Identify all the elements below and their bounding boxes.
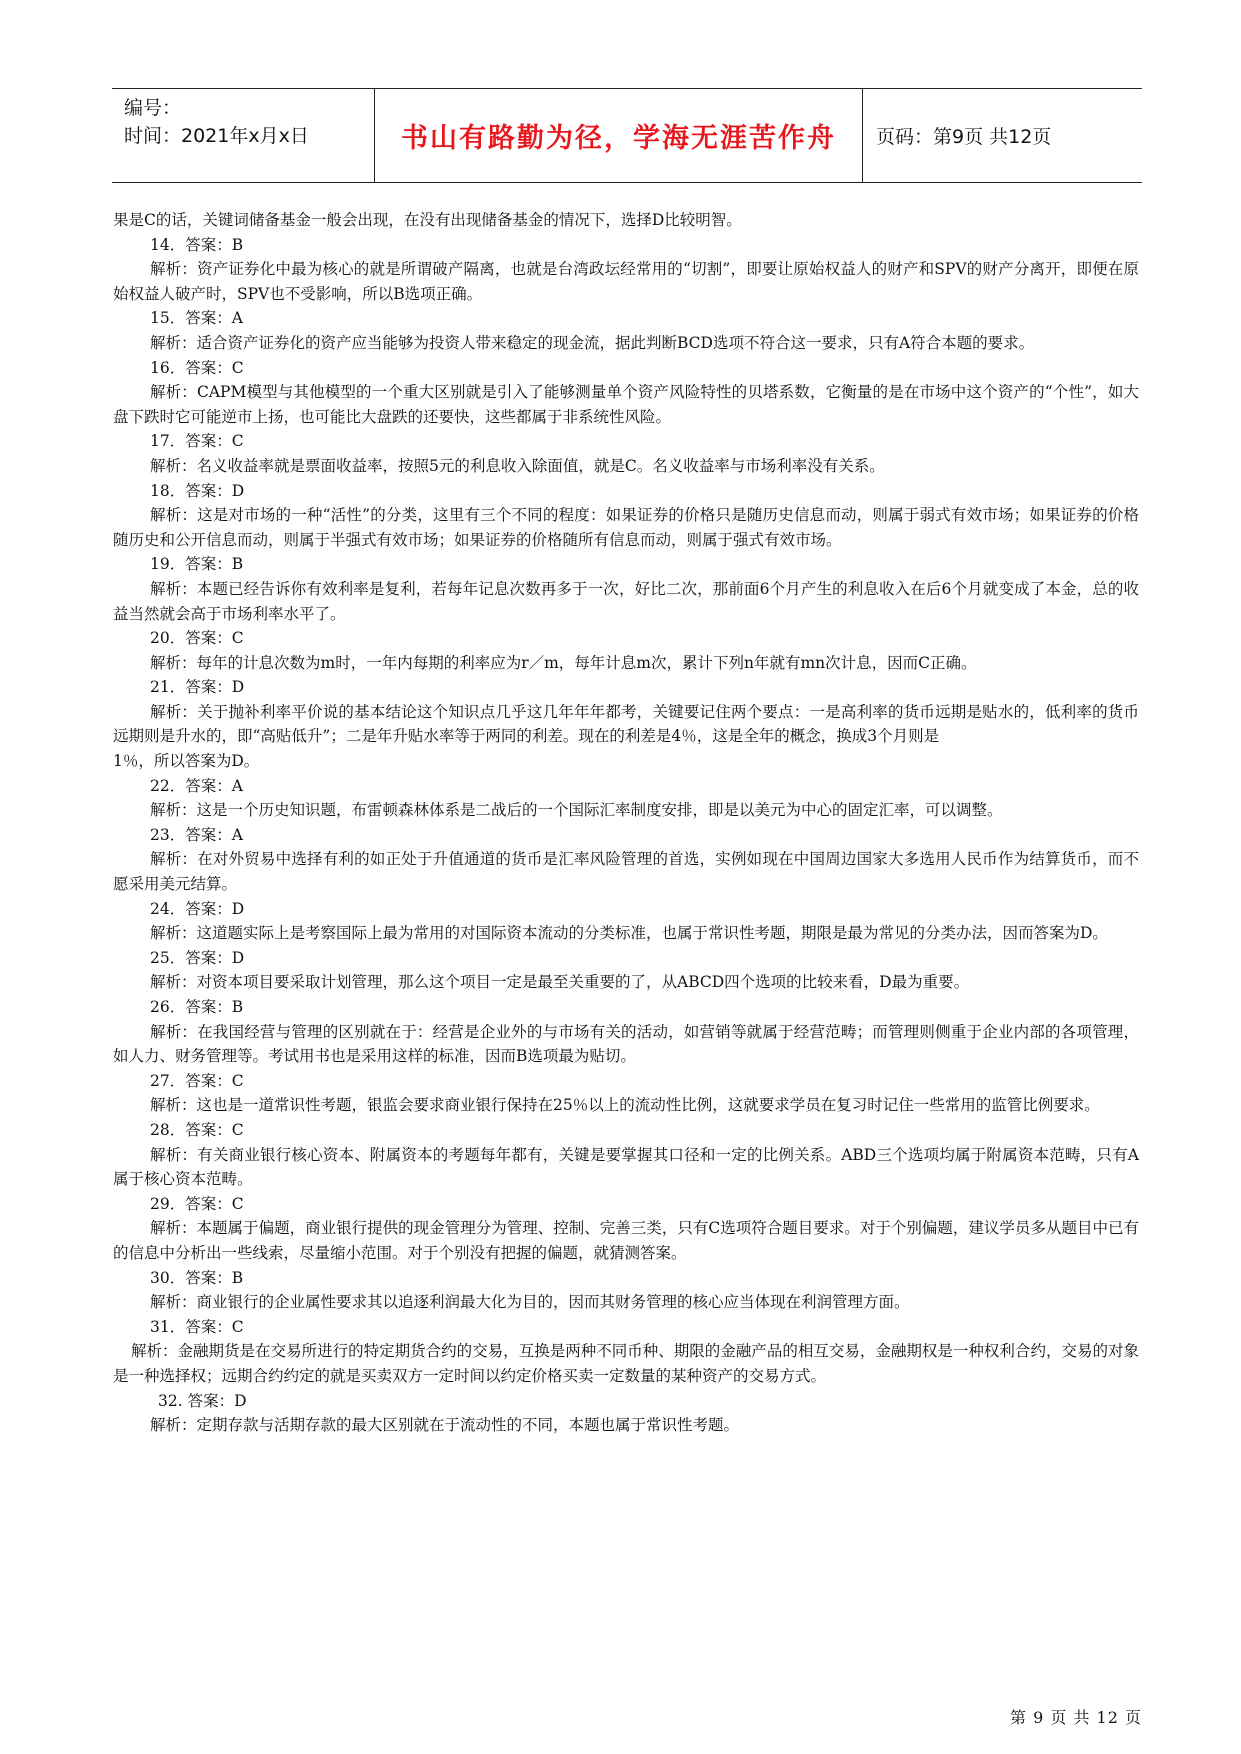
paragraph: 1％，所以答案为D。 [113,752,260,771]
answer-line: 23．答案：A [150,825,243,844]
header-meta [112,89,374,182]
motto: 书山有路勤为径，学海无涯苦作舟 [401,123,836,154]
answer-line: 24．答案：D [150,899,245,918]
number-label: 编号： [124,97,182,119]
explanation: 解析：在我国经营与管理的区别就在于：经营是企业外的与市场有关的活动，如营销等就属于经营范畴；而管理则侧重于企业内部的各项管理，如人力、财务管理等。考试用书也是采用这样的标准，因而B选项最为贴切。 [113,1022,1139,1066]
explanation: 解析：这是一个历史知识题，布雷顿森林体系是二战后的一个国际汇率制度安排，即是以美元为中心的固定汇率，可以调整。 [150,801,1003,820]
explanation: 解析：金融期货是在交易所进行的特定期货合约的交易，互换是两种不同币种、期限的金融产品的相互交易，金融期权是一种权利合约，交易的对象是一种选择权；远期合约约定的就是买卖双方一定时间以约定价格买卖一定数量的某种资产的交易方式。 [113,1342,1139,1385]
header-page-cell [864,89,1154,182]
answer-line: 18．答案：D [150,481,245,500]
answer-line: 19．答案：B [150,555,244,574]
page-footer: 第 9 页 共 12 页 [1010,1708,1142,1727]
answer-line: 30．答案：B [150,1268,244,1287]
explanation: 解析：适合资产证券化的资产应当能够为投资人带来稳定的现金流，据此判断BCD选项不符合这一要求，只有A符合本题的要求。 [150,333,1035,352]
explanation: 解析：有关商业银行核心资本、附属资本的考题每年都有，关键是要掌握其口径和一定的比例关系。ABD三个选项均属于附属资本范畴，只有A属于核心资本范畴。 [113,1145,1139,1189]
explanation: 解析：在对外贸易中选择有利的如正处于升值通道的货币是汇率风险管理的首选，实例如现在中国周边国家大多选用人民币作为结算货币，而不愿采用美元结算。 [113,850,1139,894]
explanation: 解析：资产证券化中最为核心的就是所谓破产隔离，也就是台湾政坛经常用的“切割”，即要让原始权益人的财产和SPV的财产分离开，即便在原始权益人破产时，SPV也不受影响，所以B选项正确。 [113,260,1139,303]
time-label: 时间：2021年x月x日 [124,125,309,147]
explanation: 解析：关于抛补利率平价说的基本结论这个知识点几乎这几年年年都考，关键要记住两个要点：一是高利率的货币远期是贴水的，低利率的货币远期则是升水的，即“高贴低升”；二是年升贴水率等于两同的利差。现在的利差是4％，这是全年的概念，换成3个月则是 [113,702,1139,746]
explanation: 解析：这是对市场的一种“活性”的分类，这里有三个不同的程度：如果证券的价格只是随历史信息而动，则属于弱式有效市场；如果证券的价格随历史和公开信息而动，则属于半强式有效市场；如果证券的价格随所有信息而动，则属于强式有效市场。 [113,506,1139,549]
answer-line: 22．答案：A [150,776,243,795]
paragraph: 果是C的话，关键词储备基金一般会出现，在没有出现储备基金的情况下，选择D比较明智。 [113,211,742,229]
answer-line: 14．答案：B [150,235,244,254]
explanation: 解析：定期存款与活期存款的最大区别就在于流动性的不同，本题也属于常识性考题。 [150,1416,740,1435]
explanation: 解析：本题已经告诉你有效利率是复利，若每年记息次数再多于一次，好比二次，那前面6个月产生的利息收入在后6个月就变成了本金，总的收益当然就会高于市场利率水平了。 [113,579,1139,623]
page-header [112,88,1142,183]
explanation: 解析：这也是一道常识性考题，银监会要求商业银行保持在25％以上的流动性比例，这就要求学员在复习时记住一些常用的监管比例要求。 [150,1096,1100,1115]
answer-line: 28．答案：C [150,1120,244,1139]
explanation: 解析：对资本项目要采取计划管理，那么这个项目一定是最至关重要的了，从ABCD四个选项的比较来看，D最为重要。 [150,973,970,992]
answer-line: 26．答案：B [150,998,244,1016]
answer-line: 29．答案：C [150,1194,244,1213]
document-body [113,208,1139,1438]
explanation: 解析：名义收益率就是票面收益率，按照5元的利息收入除面值，就是C。名义收益率与市场利率没有关系。 [150,456,885,475]
explanation: 解析：CAPM模型与其他模型的一个重大区别就是引入了能够测量单个资产风险特性的贝塔系数，它衡量的是在市场中这个资产的“个性”，如大盘下跌时它可能逆市上扬，也可能比大盘跌的还要快，这些都属于非系统性风险。 [113,383,1139,426]
answer-line: 21．答案：D [150,678,245,697]
answer-line: 32. 答案：D [158,1391,247,1410]
explanation: 解析：商业银行的企业属性要求其以追逐利润最大化为目的，因而其财务管理的核心应当体现在利润管理方面。 [150,1293,910,1312]
answer-line: 20．答案：C [150,629,244,648]
answer-line: 15．答案：A [150,309,243,328]
header-motto-cell [374,89,863,182]
answer-line: 17．答案：C [150,432,244,451]
explanation: 解析：每年的计息次数为m时，一年内每期的利率应为r／m，每年计息m次，累计下列n年就有mn次计息，因而C正确。 [150,653,977,672]
answer-line: 27．答案：C [150,1071,244,1090]
explanation: 解析：这道题实际上是考察国际上最为常用的对国际资本流动的分类标准，也属于常识性考题，期限是最为常见的分类办法，因而答案为D。 [150,924,1108,943]
explanation: 解析：本题属于偏题，商业银行提供的现金管理分为管理、控制、完善三类，只有C选项符合题目要求。对于个别偏题，建议学员多从题目中已有的信息中分析出一些线索，尽量缩小范围。对于个别没有把握的偏题，就猜测答案。 [113,1219,1139,1262]
answer-line: 25．答案：D [150,948,245,967]
header-page-label: 页码：第9页 共12页 [876,126,1052,148]
answer-line: 16．答案：C [150,358,244,377]
answer-line: 31．答案：C [150,1317,244,1336]
